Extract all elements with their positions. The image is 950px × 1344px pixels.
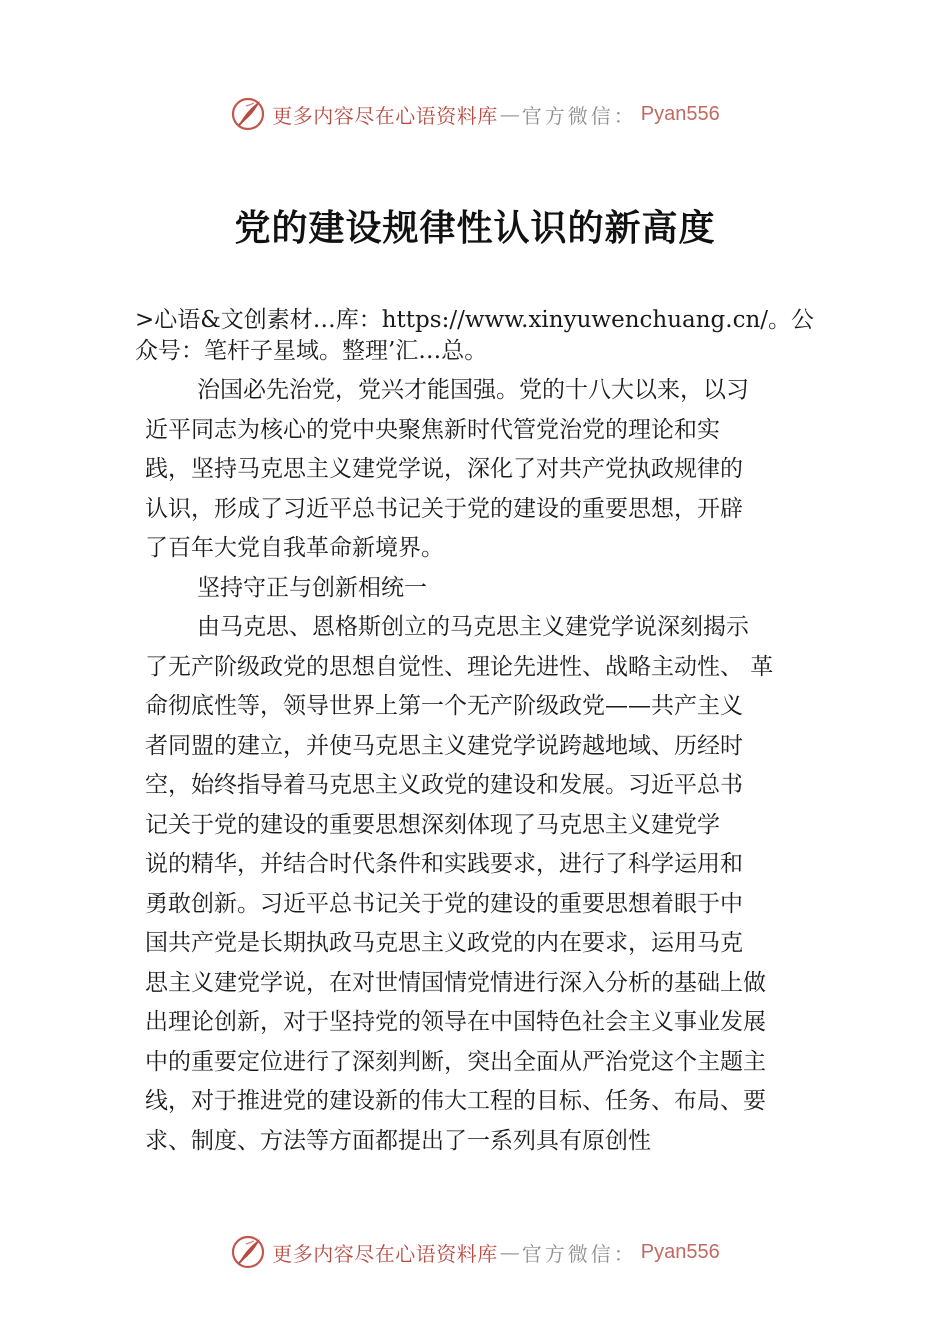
paragraph-line: 说的精华，并结合时代条件和实践要求，进行了科学运用和 [145,851,743,877]
paragraph-line: 空，始终指导着马克思主义政党的建设和发展。习近平总书 [145,772,743,798]
paragraph-line: 中的重要定位进行了深刻判断，突出全面从严治党这个主题主 [145,1048,766,1075]
paragraph-line: 国共产党是长期执政马克思主义政党的内在要求，运用马克 [145,930,743,956]
watermark-wechat-id: Pyan556 [640,102,720,125]
watermark-separator: — [499,1240,520,1264]
paragraph-line: 求、制度、方法等方面都提出了一系列具有原创性 [145,1127,651,1154]
paragraph-line: 出理论创新，对于坚持党的领导在中国特色社会主义事业发展 [145,1009,766,1035]
header-watermark [0,92,950,136]
source-line: >心语&文创素材…库：https://www.xinyuwenchuang.cn/。公 [135,307,815,333]
watermark-separator: — [499,102,520,126]
paragraph-line: 由马克思、恩格斯创立的马克思主义建党学说深刻揭示 [197,614,749,640]
paragraph-line: 思主义建党学说，在对世情国情党情进行深入分析的基础上做 [145,969,766,996]
paragraph-line: 者同盟的建立，并使马克思主义建党学说跨越地域、历经时 [145,732,743,759]
watermark-main-text: 更多内容尽在心语资料库 [272,103,498,128]
paragraph-line: 践，坚持马克思主义建党学说，深化了对共产党执政规律的 [145,456,743,482]
document-title: 党的建设规律性认识的新高度 [234,207,716,249]
section-heading: 坚持守正与创新相统一 [197,574,427,601]
paragraph-line: 记关于党的建设的重要思想深刻体现了马克思主义建党学 [145,811,720,838]
paragraph-line: 命彻底性等，领导世界上第一个无产阶级政党——共产主义 [145,693,743,719]
document-body [135,305,825,1161]
footer-watermark [0,1230,950,1274]
paragraph-line: 近平同志为核心的党中央聚焦新时代管党治党的理论和实 [145,416,720,443]
paragraph-line: 治国必先治党，党兴才能国强。党的十八大以来，以习 [197,377,749,403]
paragraph-line: 了百年大党自我革命新境界。 [145,535,444,561]
watermark-wechat-label: 官方微信： [521,1241,637,1266]
watermark-wechat-id: Pyan556 [640,1240,720,1263]
quill-pen-logo-icon [230,96,266,132]
quill-pen-logo-icon [230,1234,266,1270]
source-line: 众号：笔杆子星域。整理’汇…总。 [135,338,488,364]
watermark-wechat-label: 官方微信： [521,103,637,128]
paragraph-block [145,371,825,1161]
paragraph-line: 勇敢创新。习近平总书记关于党的建设的重要思想着眼于中 [145,890,743,917]
watermark-main-text: 更多内容尽在心语资料库 [272,1241,498,1266]
paragraph-line: 线，对于推进党的建设新的伟大工程的目标、任务、布局、要 [145,1088,766,1114]
paragraph-line: 了无产阶级政党的思想自觉性、理论先进性、战略主动性、 革 [145,653,774,680]
paragraph-line: 认识，形成了习近平总书记关于党的建设的重要思想，开辟 [145,495,743,522]
source-note [135,305,835,367]
